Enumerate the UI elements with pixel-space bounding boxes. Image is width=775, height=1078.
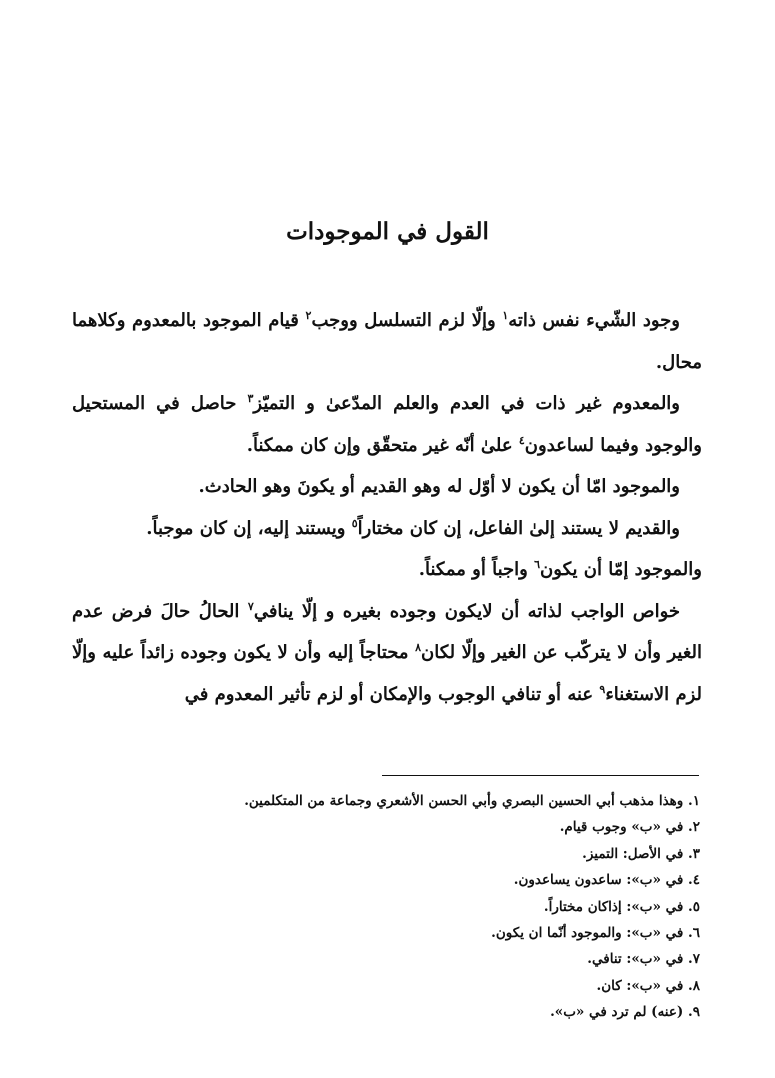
text-segment: ويستند إليه، إن كان موجباً. <box>146 517 352 539</box>
paragraph <box>72 591 702 716</box>
paragraph <box>72 508 702 550</box>
footnote: ٨. في «ب»: كان. <box>596 977 700 994</box>
footnote-reference: ٤ <box>518 433 525 447</box>
section-title: القول في الموجودات <box>286 218 489 245</box>
paragraph <box>72 549 702 591</box>
text-segment: والمعدوم غير ذات في العدم والعلم المدّعىٰ و التميّز <box>253 393 681 414</box>
footnote-reference: ٢ <box>305 309 312 322</box>
footnote-reference: ٣ <box>247 392 254 405</box>
footnote: ٦. في «ب»: والموجود أنّما ان يكون. <box>491 925 700 942</box>
text-segment: عنه أو تنافي الوجوب والإمكان أو لزم تأثير المعدوم في <box>184 683 600 705</box>
footnote: ٩. (عنه) لم ترد في «ب». <box>550 1004 700 1021</box>
main-text <box>72 300 702 715</box>
footnote: ١. وهذا مذهب أبي الحسين البصري وأبي الحسن الأشعري وجماعة من المتكلمين. <box>244 793 700 809</box>
text-segment: واجباً أو ممكناً. <box>418 559 535 580</box>
text-segment: وجود الشّيء نفس ذاته <box>508 310 680 331</box>
text-segment: والموجود امّا أن يكون لا أوّل له وهو القديم أو يكونَ وهو الحادث. <box>198 476 680 497</box>
text-segment: محتاجاً إليه وأن لا يكون وجوده زائداً عليه وإلّا لزم الاستغناء <box>72 642 702 705</box>
footnote-reference: ٩ <box>599 682 606 696</box>
text-segment: والقديم لا يستند إلىٰ الفاعل، إن كان مختاراً <box>357 517 680 539</box>
text-segment: حاصل في المستحيل والوجود وفيما لساعدون <box>72 393 702 456</box>
footnote: ٥. في «ب»: إذاكان مختاراً. <box>543 898 700 915</box>
paragraph <box>72 300 702 383</box>
footnote: ٤. في «ب»: ساعدون يساعدون. <box>513 872 700 889</box>
footnote-reference: ٥ <box>351 516 358 530</box>
footnote: ٢. في «ب» وجوب قيام. <box>559 819 700 836</box>
footnote: ٣. في الأصل: التميز. <box>582 845 700 862</box>
footnote-reference: ٨ <box>415 641 422 654</box>
paragraph <box>72 383 702 466</box>
text-segment: قيام الموجود بالمعدوم وكلاهما محال. <box>72 310 702 373</box>
footnote: ٧. في «ب»: تنافي. <box>587 951 700 968</box>
footnote-reference: ٧ <box>247 599 254 613</box>
text-segment: الحالُ حالَ فرض عدم الغير وأن لا يتركّب عن الغير وإلّا لكان <box>72 600 702 663</box>
footnote-reference: ١ <box>502 309 509 322</box>
footnotes-list <box>100 788 700 1026</box>
text-segment: والموجود إمّا أن يكون <box>540 559 702 580</box>
footnote-divider <box>382 775 699 776</box>
text-segment: وإلّا لزم التسلسل ووجب <box>311 310 503 331</box>
paragraph <box>72 466 702 508</box>
text-segment: خواص الواجب لذاته أن لايكون وجوده بغيره و إلّا ينافي <box>253 600 680 622</box>
text-segment: علىٰ أنّه غير متحقّق وإن كان ممكناً. <box>246 434 519 456</box>
footnote-reference: ٦ <box>534 558 541 571</box>
